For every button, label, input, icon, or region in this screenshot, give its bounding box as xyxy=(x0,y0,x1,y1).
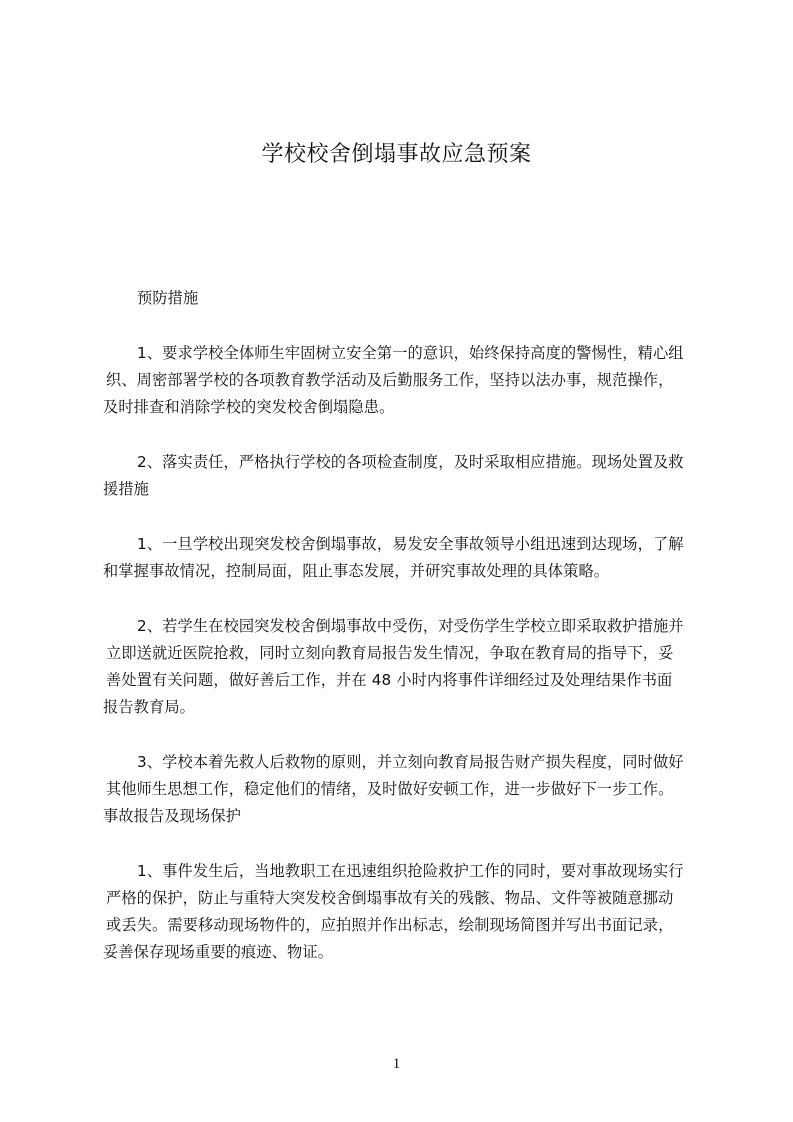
text-line: 立即送就近医院抢救，同时立刻向教育局报告发生情况，争取在教育局的指导下，妥 xyxy=(106,644,674,662)
document-body xyxy=(103,285,717,966)
page-number: 1 xyxy=(392,1056,401,1072)
text-line: 1、要求学校全体师生牢固树立安全第一的意识，始终保持高度的警惕性，精心组 xyxy=(137,344,684,362)
section-heading-report: 事故报告及现场保护 xyxy=(103,807,242,825)
paragraph-onsite-3 xyxy=(103,749,717,830)
text-line: 及时排查和消除学校的突发校舍倒塌隐患。 xyxy=(103,398,395,416)
paragraph-onsite-1 xyxy=(103,531,717,585)
text-line: 其他师生思想工作，稳定他们的情绪，及时做好安顿工作，进一步做好下一步工作。 xyxy=(106,780,674,798)
paragraph-prevention-1 xyxy=(103,340,717,421)
text-line: 和掌握事故情况，控制局面，阻止事态发展，并研究事故处理的具体策略。 xyxy=(103,562,610,580)
text-line: 3、学校本着先救人后救物的原则，并立刻向教育局报告财产损失程度，同时做好 xyxy=(137,753,684,771)
text-line: 2、若学生在校园突发校舍倒塌事故中受伤，对受伤学生学校立即采取救护措施并 xyxy=(137,617,684,635)
section-heading-prevention: 预防措施 xyxy=(137,289,199,307)
text-line: 1、一旦学校出现突发校舍倒塌事故，易发安全事故领导小组迅速到达现场，了解 xyxy=(137,535,684,553)
text-line: 或丢失。需要移动现场物件的，应拍照并作出标志，绘制现场简图并写出书面记录， xyxy=(106,916,674,934)
text-line: 1、事件发生后，当地教职工在迅速组织抢险救护工作的同时，要对事故现场实行 xyxy=(137,862,684,880)
text-line: 2、落实责任，严格执行学校的各项检查制度，及时采取相应措施。现场处置及救 xyxy=(137,453,684,471)
document-title: 学校校舍倒塌事故应急预案 xyxy=(261,142,532,167)
text-line: 援措施 xyxy=(103,480,150,498)
text-line: 严格的保护，防止与重特大突发校舍倒塌事故有关的残骸、物品、文件等被随意挪动 xyxy=(106,889,674,907)
text-line: 织、周密部署学校的各项教育教学活动及后勤服务工作，坚持以法办事，规范操作， xyxy=(106,371,674,389)
text-line: 妥善保存现场重要的痕迹、物证。 xyxy=(103,943,334,961)
paragraph-report-1 xyxy=(103,858,717,966)
text-line: 报告教育局。 xyxy=(103,698,196,716)
text-line: 善处置有关问题，做好善后工作，并在 48 小时内将事件详细经过及处理结果作书面 xyxy=(106,671,673,689)
paragraph-prevention-2 xyxy=(103,449,717,503)
paragraph-onsite-2 xyxy=(103,613,717,721)
